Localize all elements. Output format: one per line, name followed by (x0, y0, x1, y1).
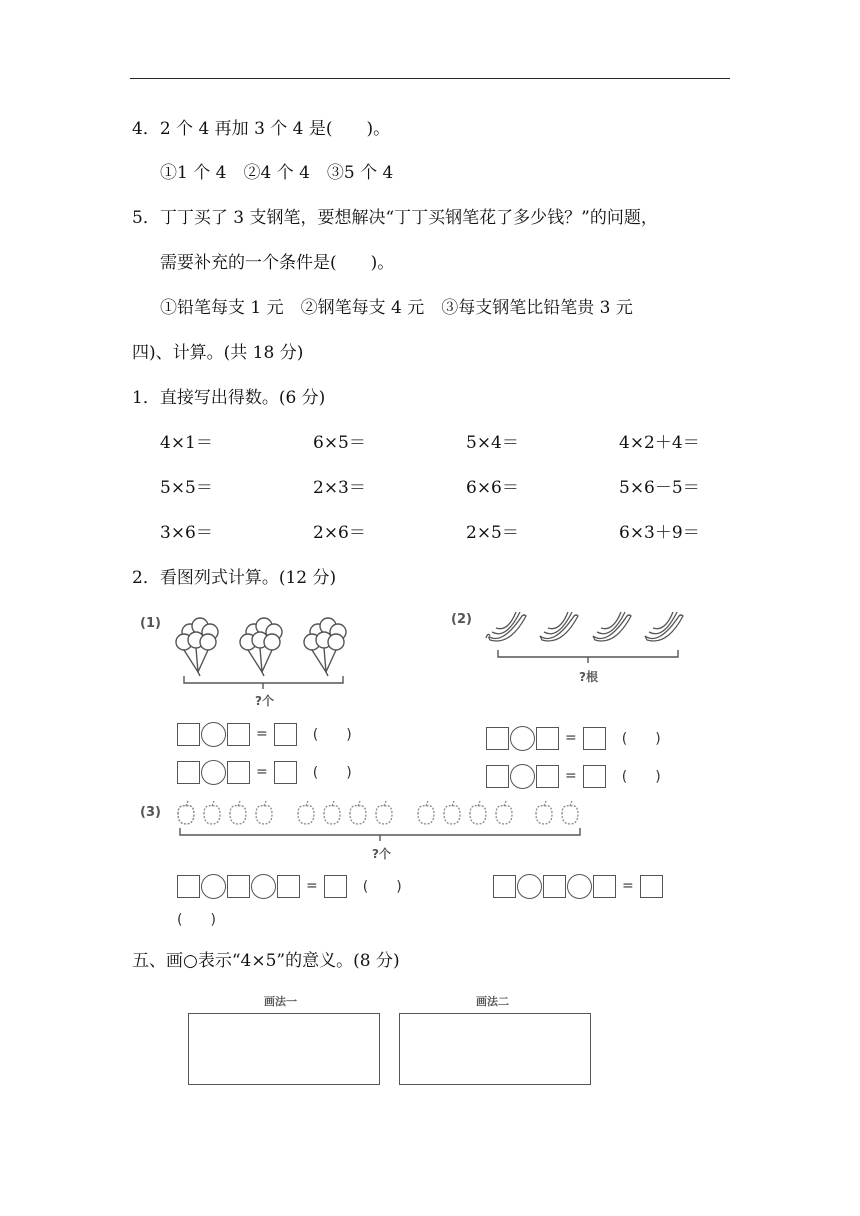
calc-item: 4×2＋4＝ (619, 433, 700, 453)
unit-blank[interactable]: ( ) (362, 879, 402, 895)
drawing-area-method2[interactable] (399, 1013, 591, 1085)
unit-blank[interactable]: ( ) (177, 912, 216, 928)
operator-circle[interactable] (201, 760, 226, 785)
answer-box[interactable] (593, 875, 616, 898)
answer-box[interactable] (486, 765, 509, 788)
problem2-equation-2 (486, 763, 661, 789)
section4-sub2-title: 2．看图列式计算。(12 分) (132, 568, 337, 588)
operator-circle[interactable] (251, 874, 276, 899)
answer-box[interactable] (493, 875, 516, 898)
unit-blank[interactable]: ( ) (312, 765, 352, 781)
answer-box[interactable] (486, 727, 509, 750)
answer-box[interactable] (227, 723, 250, 746)
answer-box[interactable] (536, 727, 559, 750)
answer-box[interactable] (227, 761, 250, 784)
section4-sub1-title: 1．直接写出得数。(6 分) (132, 388, 326, 408)
equals-sign: = (565, 730, 577, 746)
operator-circle[interactable] (201, 874, 226, 899)
method2-label: 画法二 (476, 995, 509, 1008)
equals-sign: = (256, 726, 268, 742)
problem1-equation-2 (177, 759, 352, 785)
calc-item: 3×6＝ (160, 523, 213, 543)
balloons-illustration (170, 610, 360, 690)
calc-item: 4×1＝ (160, 433, 213, 453)
q5-options: ①铅笔每支 1 元 ②钢笔每支 4 元 ③每支钢笔比铅笔贵 3 元 (160, 298, 633, 318)
method1-label: 画法一 (264, 995, 297, 1008)
problem3-label: (3) (140, 805, 161, 820)
operator-circle[interactable] (201, 722, 226, 747)
calc-item: 6×6＝ (466, 478, 519, 498)
answer-box[interactable] (274, 761, 297, 784)
problem3-equation-2 (493, 873, 663, 899)
calc-item: 2×6＝ (313, 523, 366, 543)
operator-circle[interactable] (510, 764, 535, 789)
header-rule (130, 78, 730, 79)
problem3-caption: ?个 (372, 847, 391, 861)
answer-box[interactable] (274, 723, 297, 746)
problem2-label: (2) (451, 612, 472, 627)
unit-blank[interactable]: ( ) (312, 727, 352, 743)
answer-box[interactable] (583, 765, 606, 788)
answer-box[interactable] (177, 723, 200, 746)
problem3-equation-1 (177, 873, 402, 899)
calc-item: 2×3＝ (313, 478, 366, 498)
problem3-equation-2-blank-row (177, 906, 216, 932)
equals-sign: = (256, 764, 268, 780)
unit-blank[interactable]: ( ) (621, 769, 661, 785)
problem2-equation-1 (486, 725, 661, 751)
answer-box[interactable] (177, 875, 200, 898)
calc-item: 6×5＝ (313, 433, 366, 453)
operator-circle[interactable] (510, 726, 535, 751)
answer-box[interactable] (324, 875, 347, 898)
answer-box[interactable] (227, 875, 250, 898)
calc-item: 6×3＋9＝ (619, 523, 700, 543)
operator-circle[interactable] (517, 874, 542, 899)
bananas-illustration (484, 606, 684, 666)
problem2-caption: ?根 (579, 670, 598, 684)
section4-title: 四)、计算。(共 18 分) (132, 343, 304, 363)
q4-options: ①1 个 4 ②4 个 4 ③5 个 4 (160, 163, 394, 183)
operator-circle[interactable] (567, 874, 592, 899)
problem1-caption: ?个 (255, 694, 274, 708)
answer-box[interactable] (177, 761, 200, 784)
equals-sign: = (622, 878, 634, 894)
calc-item: 2×5＝ (466, 523, 519, 543)
calc-item: 5×5＝ (160, 478, 213, 498)
section5-title: 五、画○表示“4×5”的意义。(8 分) (132, 951, 400, 971)
q5-text-line1: 5．丁丁买了 3 支钢笔，要想解决“丁丁买钢笔花了多少钱？”的问题， (132, 208, 658, 228)
answer-box[interactable] (543, 875, 566, 898)
answer-box[interactable] (583, 727, 606, 750)
equals-sign: = (306, 878, 318, 894)
answer-box[interactable] (277, 875, 300, 898)
calc-item: 5×6－5＝ (619, 478, 700, 498)
q5-text-line2: 需要补充的一个条件是( )。 (160, 253, 395, 273)
problem1-equation-1 (177, 721, 352, 747)
q4-text: 4．2 个 4 再加 3 个 4 是( )。 (132, 119, 391, 139)
calc-item: 5×4＝ (466, 433, 519, 453)
drawing-area-method1[interactable] (188, 1013, 380, 1085)
apples-illustration (176, 800, 586, 848)
problem1-label: (1) (140, 616, 161, 631)
unit-blank[interactable]: ( ) (621, 731, 661, 747)
answer-box[interactable] (640, 875, 663, 898)
equals-sign: = (565, 768, 577, 784)
answer-box[interactable] (536, 765, 559, 788)
